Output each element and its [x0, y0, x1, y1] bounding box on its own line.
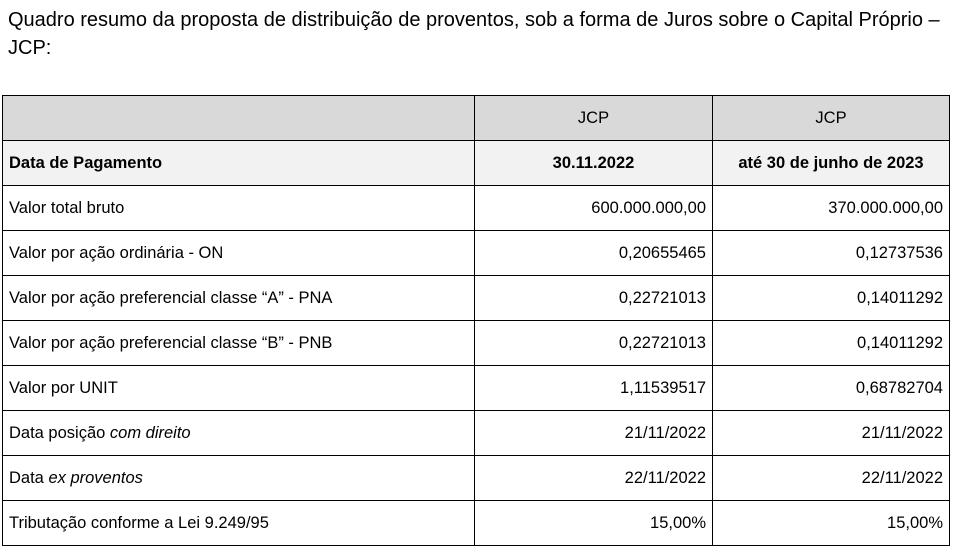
row-label: Valor total bruto [3, 186, 475, 231]
row-label: Tributação conforme a Lei 9.249/95 [3, 501, 475, 546]
row-label: Valor por ação preferencial classe “A” - PNA [3, 276, 475, 321]
table-row [3, 276, 950, 321]
row-value-col2: 370.000.000,00 [713, 186, 950, 231]
row-value-col1: 15,00% [475, 501, 713, 546]
row-label: Valor por UNIT [3, 366, 475, 411]
table-row [3, 321, 950, 366]
table-header-row [3, 96, 950, 141]
intro-paragraph: Quadro resumo da proposta de distribuição de proventos, sob a forma de Juros sobre o Capital Próprio – JCP: [8, 9, 940, 59]
header-col1: JCP [475, 96, 713, 141]
row-value-col1: 21/11/2022 [475, 411, 713, 456]
table-row [3, 411, 950, 456]
row-value-col2: 0,12737536 [713, 231, 950, 276]
payment-date-col1: 30.11.2022 [475, 141, 713, 186]
row-value-col2: 0,14011292 [713, 276, 950, 321]
row-label-text: Data posição [9, 423, 110, 442]
row-value-col2: 0,14011292 [713, 321, 950, 366]
header-corner-cell [3, 96, 475, 141]
row-value-col1: 600.000.000,00 [475, 186, 713, 231]
table-row [3, 456, 950, 501]
row-label-text: Data [9, 468, 49, 487]
row-value-col1: 0,20655465 [475, 231, 713, 276]
row-value-col1: 0,22721013 [475, 321, 713, 366]
row-label-italic: ex proventos [48, 468, 143, 487]
row-value-col1: 1,11539517 [475, 366, 713, 411]
row-label-italic: com direito [109, 423, 191, 442]
row-value-col2: 15,00% [713, 501, 950, 546]
row-label: Valor por ação preferencial classe “B” - PNB [3, 321, 475, 366]
row-value-col2: 22/11/2022 [713, 456, 950, 501]
table-row [3, 366, 950, 411]
row-label: Valor por ação ordinária - ON [3, 231, 475, 276]
jcp-summary-table [2, 95, 950, 546]
header-col2: JCP [713, 96, 950, 141]
table-row [3, 501, 950, 546]
row-value-col1: 0,22721013 [475, 276, 713, 321]
row-value-col1: 22/11/2022 [475, 456, 713, 501]
payment-date-col2: até 30 de junho de 2023 [713, 141, 950, 186]
table-row [3, 231, 950, 276]
payment-date-label: Data de Pagamento [3, 141, 475, 186]
row-value-col2: 0,68782704 [713, 366, 950, 411]
row-value-col2: 21/11/2022 [713, 411, 950, 456]
payment-date-row [3, 141, 950, 186]
row-label [3, 456, 475, 501]
table-row [3, 186, 950, 231]
row-label [3, 411, 475, 456]
